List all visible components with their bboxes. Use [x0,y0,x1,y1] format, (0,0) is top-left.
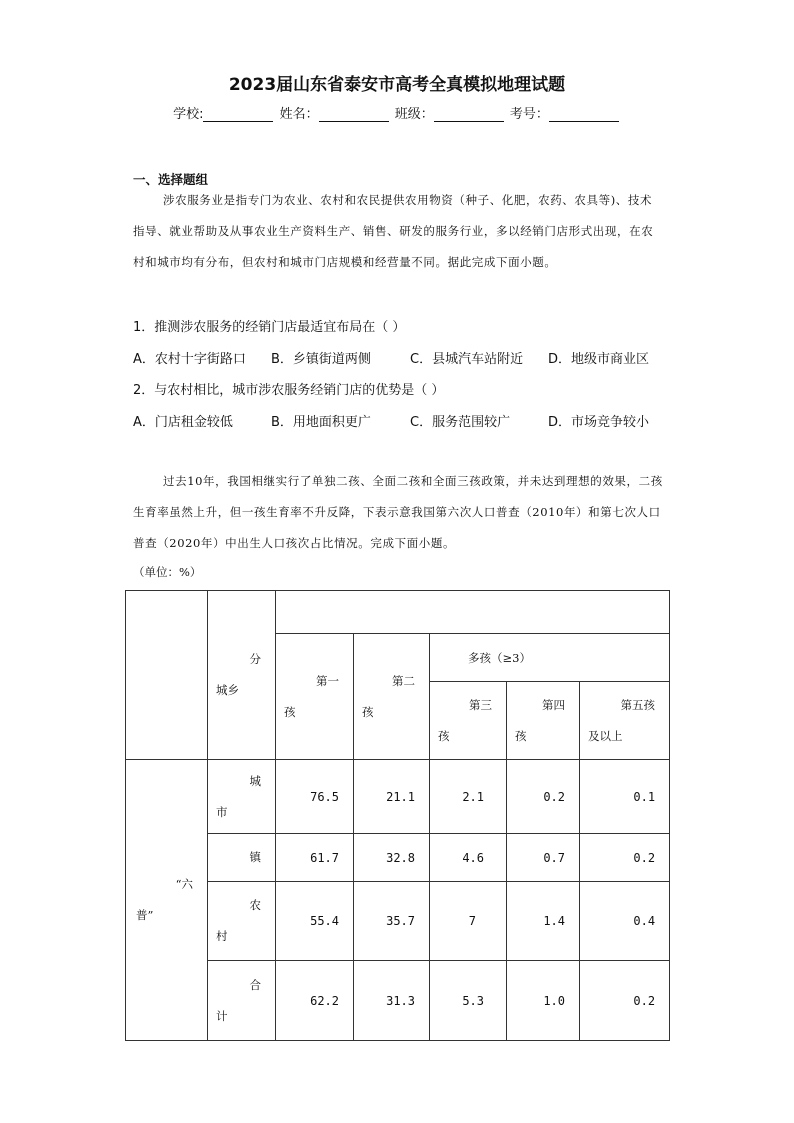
unit-note: （单位：%） [133,565,202,579]
cell-value: 31.3 [354,961,430,1041]
cell-value: 61.7 [276,834,354,882]
class-label: 班级： [394,107,434,122]
question-1-stem: 1．推测涉农服务的经销门店最适宜布局在（ ） [133,320,406,335]
header-fourth-child: 第四 孩 [507,682,580,760]
class-blank[interactable] [434,107,504,122]
row-label-city: 城 市 [208,760,276,834]
passage-1: 涉农服务业是指专门为农业、农村和农民提供农用物资（种子、化肥，农药、农具等)、技术指导、就业帮助及从事农业生产资料生产、销售、研发的服务行业，多以经销门店形式出现，在农村和城市均有分布，但农村和城市门店规模和经营量不同。据此完成下面小题。 [133,193,654,269]
cell-value: 62.2 [276,961,354,1041]
cell-value: 76.5 [276,760,354,834]
header-top-blank [276,591,670,634]
page-title: 2023届山东省泰安市高考全真模拟地理试题 [228,75,566,95]
passage-2: 过去10年，我国相继实行了单独二孩、全面二孩和全面三孩政策，并未达到理想的效果，二孩生育率虽然上升，但一孩生育率不升反降，下表示意我国第六次人口普查（2010年）和第七次人口普查（2020年）中出生人口孩次占比情况。完成下面小题。 [133,474,663,550]
row-label-town: 镇 [208,834,276,882]
header-second-child: 第二 孩 [354,634,430,760]
cell-value: 35.7 [354,882,430,961]
table-row [126,760,670,834]
table-row [126,834,670,882]
cell-value: 55.4 [276,882,354,961]
q2-option-d[interactable]: D．市场竞争较小 [548,415,650,430]
q1-option-a[interactable]: A．农村十字街路口 [133,352,246,367]
cell-value: 0.4 [580,882,670,961]
q1-option-c[interactable]: C．县城汽车站附近 [410,352,524,367]
exam-no-label: 考号： [509,107,549,122]
header-fifth-child: 第五孩 及以上 [580,682,670,760]
cell-value: 0.1 [580,760,670,834]
cell-value: 0.2 [580,961,670,1041]
question-2-stem: 2．与农村相比，城市涉农服务经销门店的优势是（ ） [133,383,445,398]
q2-option-b[interactable]: B．用地面积更广 [271,415,371,430]
q1-option-d[interactable]: D．地级市商业区 [548,352,650,367]
cell-value: 2.1 [430,760,507,834]
cell-value: 21.1 [354,760,430,834]
student-info-line [0,103,794,122]
name-blank[interactable] [319,107,389,122]
q2-option-a[interactable]: A．门店租金较低 [133,415,233,430]
table-row [126,961,670,1041]
exam-no-blank[interactable] [549,107,619,122]
name-label: 姓名： [279,107,319,122]
census-label: “六 普” [126,760,208,1041]
cell-value: 5.3 [430,961,507,1041]
school-label: 学校: [173,107,204,122]
header-third-child: 第三 孩 [430,682,507,760]
cell-value: 7 [430,882,507,961]
header-region: 分 城乡 [208,591,276,760]
table-corner-cell [126,591,208,760]
row-label-village: 农 村 [208,882,276,961]
q1-option-b[interactable]: B．乡镇街道两侧 [271,352,371,367]
cell-value: 0.7 [507,834,580,882]
header-first-child: 第一 孩 [276,634,354,760]
cell-value: 1.4 [507,882,580,961]
table-row [126,882,670,961]
q2-option-c[interactable]: C．服务范围较广 [410,415,511,430]
cell-value: 4.6 [430,834,507,882]
row-label-total: 合 计 [208,961,276,1041]
cell-value: 0.2 [507,760,580,834]
cell-value: 1.0 [507,961,580,1041]
cell-value: 0.2 [580,834,670,882]
cell-value: 32.8 [354,834,430,882]
header-multi-child: 多孩（≥3） [430,634,670,682]
birth-order-table [125,590,670,1041]
section-title: 一、选择题组 [133,172,209,187]
school-blank[interactable] [203,107,273,122]
